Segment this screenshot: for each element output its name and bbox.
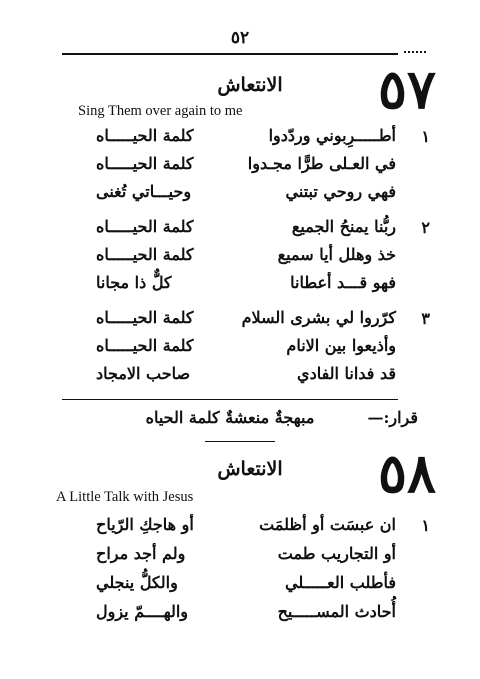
stanza xyxy=(60,121,430,211)
hymn-english-title: A Little Talk with Jesus xyxy=(56,489,194,505)
verse-line xyxy=(96,268,396,296)
verse-first-half: ان عبسَت أو أظلمَت xyxy=(259,514,396,534)
verse-second-half: والهــــمّ يزول xyxy=(96,601,189,621)
hymn-english-title: Sing Them over again to me xyxy=(78,103,243,119)
verse-second-half: أو هاجكِ الرّياح xyxy=(96,514,194,534)
stanza xyxy=(60,510,430,628)
verse-first-half: أو التجاريب طمت xyxy=(277,543,396,563)
stanza-number: ١ xyxy=(421,516,430,535)
verse-first-half: قد فدانا الفادي xyxy=(297,363,396,383)
verse-first-half: فهو قـــد أعطانا xyxy=(290,272,396,292)
verse-first-half: أُحادث المســـــيح xyxy=(277,601,396,621)
verse-line xyxy=(96,240,396,268)
verse-line xyxy=(96,303,396,331)
verse-second-half: ولم أجد مراح xyxy=(96,543,186,563)
verse-line xyxy=(96,121,396,149)
verse-first-half: خذ وهلل أيا سميع xyxy=(277,244,396,264)
verse-first-half: في العـلى طرًّا مجـدوا xyxy=(247,153,396,173)
hymn-number: ٥٧ xyxy=(377,57,436,121)
header-ornament xyxy=(404,51,426,53)
stanza-number: ٢ xyxy=(421,218,430,237)
hymn-separator-rule xyxy=(205,441,275,442)
verse-second-half: كلمة الحيـــــاه xyxy=(96,244,194,264)
chorus-label: قرار:— xyxy=(367,408,418,427)
section-rule xyxy=(62,399,398,400)
chorus-text: مبهجةٌ منعشةٌ كلمة الحياه xyxy=(145,408,315,427)
verse-second-half: كلمة الحيـــــاه xyxy=(96,153,194,173)
verse-line xyxy=(96,568,396,596)
stanza-number: ١ xyxy=(421,127,430,146)
verse-second-half: كلمة الحيـــــاه xyxy=(96,307,194,327)
verse-line xyxy=(96,149,396,177)
stanza-number: ٣ xyxy=(421,309,430,328)
verse-second-half: كلٌّ ذا مجانا xyxy=(96,272,172,292)
verse-line xyxy=(96,212,396,240)
hymn-tune-title: الانتعاش xyxy=(217,74,283,96)
stanza xyxy=(60,303,430,393)
verse-first-half: أطـــــرِبوني وردّدوا xyxy=(268,125,396,145)
verse-first-half: كرّروا لي بشرى السلام xyxy=(241,307,396,327)
stanza xyxy=(60,212,430,302)
page-number: ٥٢ xyxy=(230,28,250,48)
verse-line xyxy=(96,597,396,625)
verse-first-half: فهي روحي تبتني xyxy=(285,181,396,201)
verse-second-half: صاحب الامجاد xyxy=(96,363,191,383)
header-rule xyxy=(62,53,398,55)
hymn-tune-title: الانتعاش xyxy=(217,458,283,480)
verse-line xyxy=(96,359,396,387)
verse-first-half: فأطلب العـــــلي xyxy=(285,572,396,592)
verse-second-half: وحيـــاتي تُغنى xyxy=(96,181,192,201)
hymn-number: ٥٨ xyxy=(377,441,436,505)
verse-first-half: ربُّنا يمنحُ الجميع xyxy=(291,216,396,236)
verse-second-half: كلمة الحيـــــاه xyxy=(96,216,194,236)
verse-line xyxy=(96,177,396,205)
verse-line xyxy=(96,510,396,538)
verse-second-half: والكلُّ ينجلي xyxy=(96,572,178,592)
verse-line xyxy=(96,331,396,359)
verse-second-half: كلمة الحيـــــاه xyxy=(96,335,194,355)
verse-second-half: كلمة الحيـــــاه xyxy=(96,125,194,145)
verse-first-half: وأذيعوا بين الانام xyxy=(286,335,396,355)
verse-line xyxy=(96,539,396,567)
